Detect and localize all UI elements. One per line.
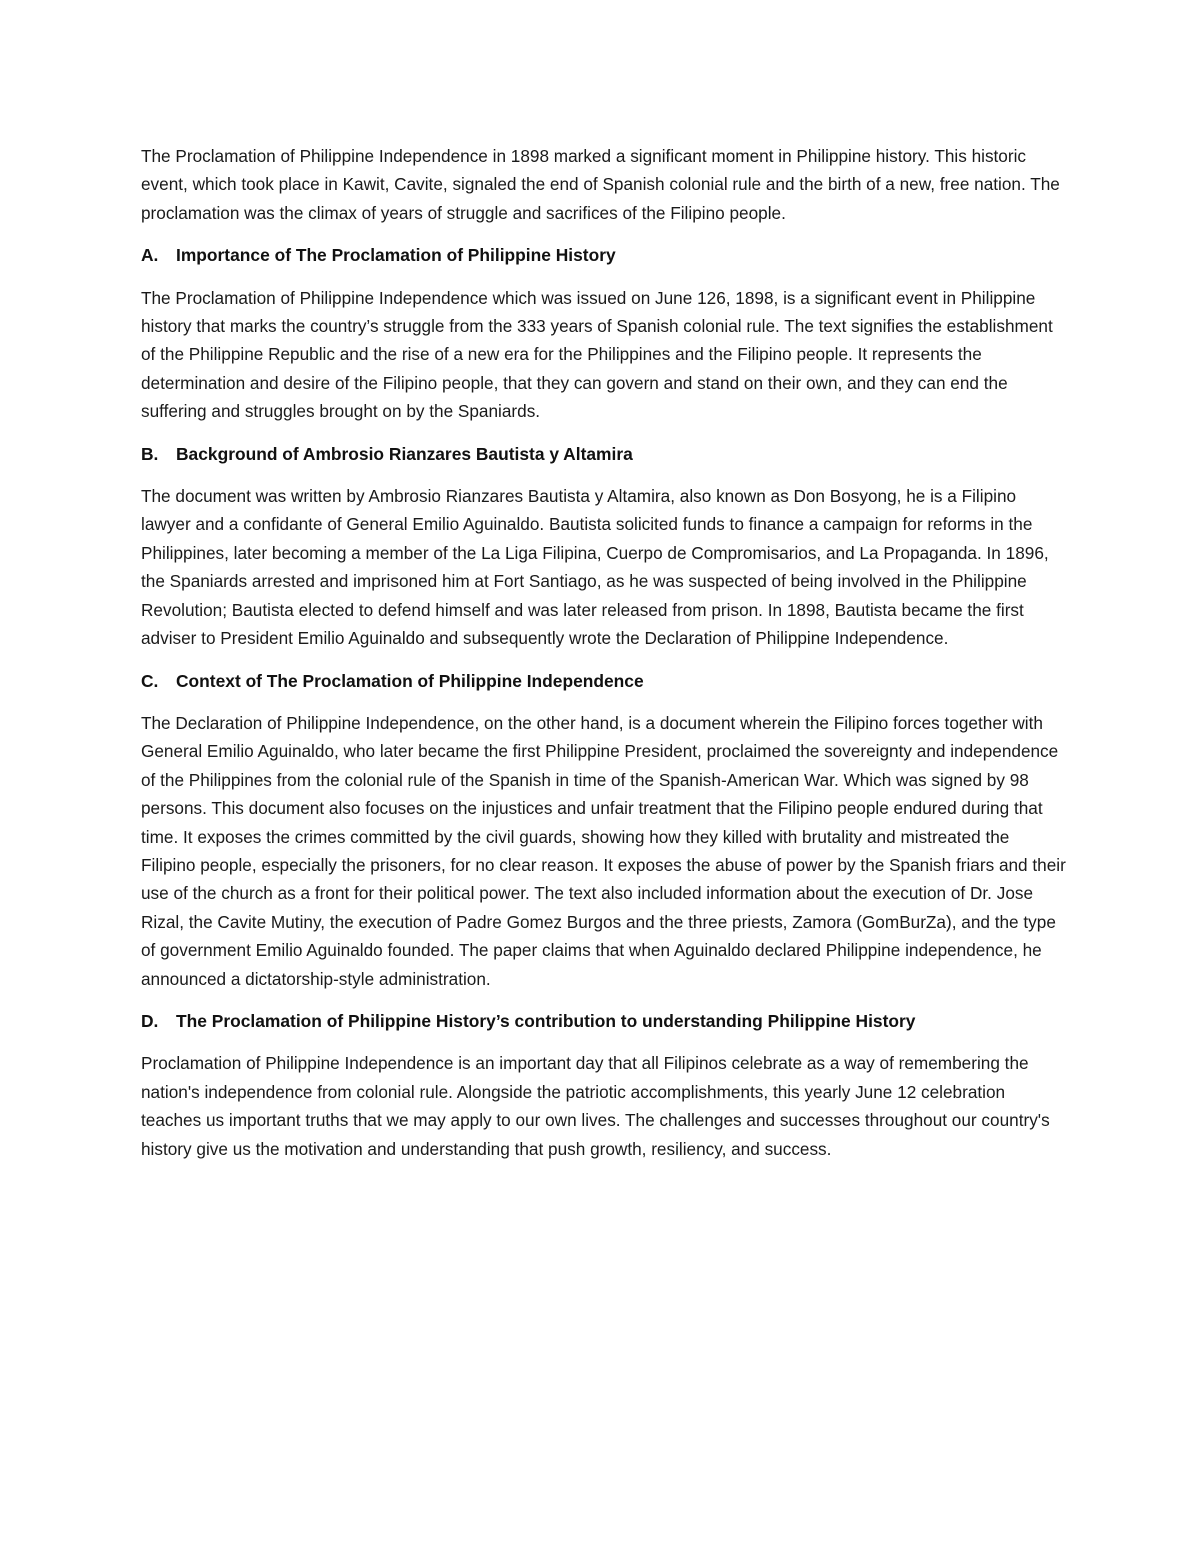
section-a-body: The Proclamation of Philippine Independence which was issued on June 126, 1898, is a significant event in Philippine history that marks the country’s struggle from the 333 years of Spanish colonial rule. The text signifies the establishment of the Philippine Republic and the rise of a new era for the Philippines and the Filipino people. It represents the determination and desire of the Filipino people, that they can govern and stand on their own, and they can end the suffering and struggles brought on by the Spaniards. <box>141 287 1053 422</box>
document-page <box>141 142 1066 1177</box>
section-a-marker: A. <box>141 245 159 266</box>
section-d-title: The Proclamation of Philippine History’s contribution to understanding Philippine History <box>176 1010 916 1031</box>
section-d-marker: D. <box>141 1010 159 1031</box>
section-a-title: Importance of The Proclamation of Philippine History <box>176 245 616 266</box>
section-d-heading <box>141 1007 1066 1035</box>
section-d-body: Proclamation of Philippine Independence is an important day that all Filipinos celebrate as a way of remembering the nation's independence from colonial rule. Alongside the patriotic accomplishments, this yearly June 12 celebration teaches us important truths that we may apply to our own lives. The challenges and successes throughout our country's history give us the motivation and understanding that push growth, resiliency, and success. <box>141 1053 1050 1159</box>
section-b-body: The document was written by Ambrosio Rianzares Bautista y Altamira, also known as Don Bosyong, he is a Filipino lawyer and a confidante of General Emilio Aguinaldo. Bautista solicited funds to finance a campaign for reforms in the Philippines, later becoming a member of the La Liga Filipina, Cuerpo de Compromisarios, and La Propaganda. In 1896, the Spaniards arrested and imprisoned him at Fort Santiago, as he was suspected of being involved in the Philippine Revolution; Bautista elected to defend himself and was later released from prison. In 1898, Bautista became the first adviser to President Emilio Aguinaldo and subsequently wrote the Declaration of Philippine Independence. <box>141 486 1049 649</box>
intro-paragraph: The Proclamation of Philippine Independence in 1898 marked a significant moment in Philippine history. This historic event, which took place in Kawit, Cavite, signaled the end of Spanish colonial rule and the birth of a new, free nation. The proclamation was the climax of years of struggle and sacrifices of the Filipino people. <box>141 146 1060 223</box>
section-b-title: Background of Ambrosio Rianzares Bautista y Altamira <box>176 443 633 464</box>
section-c-heading <box>141 667 1066 695</box>
section-c-body: The Declaration of Philippine Independence, on the other hand, is a document wherein the Filipino forces together with General Emilio Aguinaldo, who later became the first Philippine President, proclaimed the sovereignty and independence of the Philippines from the colonial rule of the Spanish in time of the Spanish-American War. Which was signed by 98 persons. This document also focuses on the injustices and unfair treatment that the Filipino people endured during that time. It exposes the crimes committed by the civil guards, showing how they killed with brutality and mistreated the Filipino people, especially the prisoners, for no clear reason. It exposes the abuse of power by the Spanish friars and their use of the church as a front for their political power. The text also included information about the execution of Dr. Jose Rizal, the Cavite Mutiny, the execution of Padre Gomez Burgos and the three priests, Zamora (GomBurZa), and the type of government Emilio Aguinaldo founded. The paper claims that when Aguinaldo declared Philippine independence, he announced a dictatorship-style administration. <box>141 712 1066 989</box>
section-b-heading <box>141 440 1066 468</box>
section-c-marker: C. <box>141 670 159 691</box>
section-c-title: Context of The Proclamation of Philippine Independence <box>176 670 644 691</box>
section-a-heading <box>141 241 1066 269</box>
section-b-marker: B. <box>141 443 159 464</box>
